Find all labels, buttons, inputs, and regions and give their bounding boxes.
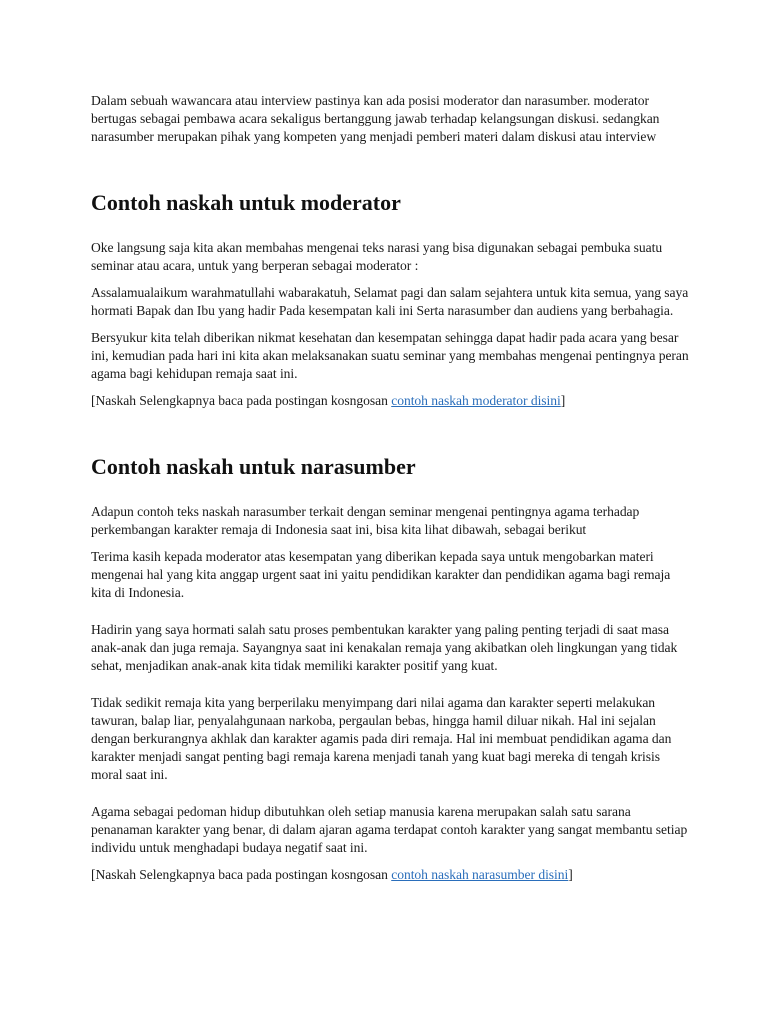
narasumber-paragraph-2: Terima kasih kepada moderator atas kesempatan yang diberikan kepada saya untuk mengobarkan materi mengenai hal yang kita anggap urgent saat ini yaitu pendidikan karakter dan pendidikan agama bagi remaja kita di Indonesia. xyxy=(91,549,671,600)
article-body xyxy=(91,92,691,884)
moderator-reference-suffix: ] xyxy=(560,393,566,408)
moderator-paragraph-2: Assalamualaikum warahmatullahi wabarakatuh, Selamat pagi dan salam sejahtera untuk kita semua, yang saya hormati Bapak dan Ibu yang hadir Pada kesempatan kali ini Serta narasumber dan audiens yang berbahagia. xyxy=(91,285,689,318)
narasumber-reference-suffix: ] xyxy=(568,867,573,882)
narasumber-paragraph-3: Hadirin yang saya hormati salah satu proses pembentukan karakter yang paling penting terjadi di saat masa anak-anak dan juga remaja. Sayangnya saat ini kenakalan remaja yang akibatkan oleh lingkungan yang tidak sehat, menjadikan anak-anak kita tidak memiliki karakter positif yang kuat. xyxy=(91,622,678,673)
moderator-paragraph-3: Bersyukur kita telah diberikan nikmat kesehatan dan kesempatan sehingga dapat hadir pada acara yang besar ini, kemudian pada hari ini kita akan melaksanakan suatu seminar yang membahas mengenai pentingnya peran agama bagi kehidupan remaja saat ini. xyxy=(91,330,689,381)
moderator-paragraph-1: Oke langsung saja kita akan membahas mengenai teks narasi yang bisa digunakan sebagai pembuka suatu seminar atau acara, untuk yang berperan sebagai moderator : xyxy=(91,240,663,273)
moderator-script-link[interactable]: contoh naskah moderator disini xyxy=(391,393,561,408)
narasumber-reference xyxy=(91,866,691,884)
narasumber-paragraph-4: Tidak sedikit remaja kita yang berperilaku menyimpang dari nilai agama dan karakter seperti melakukan tawuran, balap liar, penyalahgunaan narkoba, pergaulan bebas, hingga hamil diluar nikah. Hal ini sejalan dengan berkurangnya akhlak dan karakter agamis pada diri remaja. Hal ini membuat pendidikan agama dan karakter menjadi sangat penting bagi remaja karena menjadi tanah yang kuat bagi mereka di tengah krisis moral saat ini. xyxy=(91,695,672,782)
narasumber-reference-prefix: [Naskah Selengkapnya baca pada postingan kosngosan xyxy=(91,867,392,882)
narasumber-heading: Contoh naskah untuk narasumber xyxy=(91,454,416,479)
intro-paragraph: Dalam sebuah wawancara atau interview pastinya kan ada posisi moderator dan narasumber. moderator bertugas sebagai pembawa acara sekaligus bertanggung jawab terhadap kelangsungan diskusi. sedangkan narasumber merupakan pihak yang kompeten yang menjadi pemberi materi dalam diskusi atau interview xyxy=(91,93,660,144)
moderator-reference-prefix: [Naskah Selengkapnya baca pada postingan kosngosan xyxy=(91,393,392,408)
moderator-reference xyxy=(91,392,691,410)
moderator-heading: Contoh naskah untuk moderator xyxy=(91,190,401,215)
narasumber-script-link[interactable]: contoh naskah narasumber disini xyxy=(391,867,569,882)
narasumber-paragraph-5: Agama sebagai pedoman hidup dibutuhkan oleh setiap manusia karena merupakan salah satu sarana penanaman karakter yang benar, di dalam ajaran agama terdapat contoh karakter yang sangat membantu setiap individu untuk menghadapi budaya negatif saat ini. xyxy=(91,804,688,855)
narasumber-paragraph-1: Adapun contoh teks naskah narasumber terkait dengan seminar mengenai pentingnya agama terhadap perkembangan karakter remaja di Indonesia saat ini, bisa kita lihat dibawah, sebagai berikut xyxy=(91,504,640,537)
